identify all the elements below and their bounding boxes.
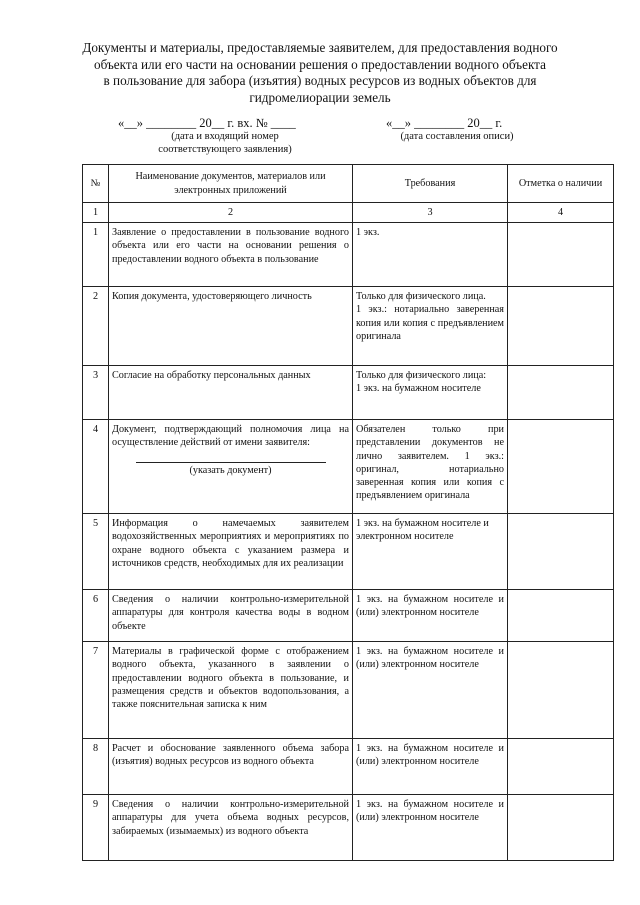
row-document-name: Информация о намечаемых заявителем водохозяйственных мероприятиях и мероприятиях по охране водного объекта с указанием размера и источников средств, необходимых для их реализации	[109, 514, 353, 590]
table-header-row	[83, 165, 614, 203]
header-availability: Отметка о наличии	[508, 165, 614, 203]
specify-document-caption: (указать документ)	[136, 462, 326, 477]
row-availability-mark[interactable]	[508, 366, 614, 420]
table-row	[83, 514, 614, 590]
row-availability-mark[interactable]	[508, 739, 614, 795]
row-number: 5	[83, 514, 109, 590]
application-date-caption: (дата и входящий номер соответствующего заявления)	[158, 131, 292, 155]
table-row	[83, 739, 614, 795]
header-name: Наименование документов, материалов или электронных приложений	[109, 165, 353, 203]
row-document-name: Сведения о наличии контрольно-измерительной аппаратуры для учета объема водных ресурсов, забираемых (изымаемых) из водного объекта	[109, 795, 353, 861]
col-number: 2	[109, 203, 353, 223]
row-number: 7	[83, 642, 109, 739]
row-document-name: Расчет и обоснование заявленного объема забора (изъятия) водных ресурсов из водного объекта	[109, 739, 353, 795]
row-document-name-text: Документ, подтверждающий полномочия лица на осуществление действий от имени заявителя:	[112, 424, 349, 449]
row-availability-mark[interactable]	[508, 590, 614, 642]
row-number: 9	[83, 795, 109, 861]
row-requirements: Только для физического лица: 1 экз. на бумажном носителе	[353, 366, 508, 420]
row-number: 4	[83, 420, 109, 514]
row-document-name: Материалы в графической форме с отображением водного объекта, указанного в заявлении о предоставлении водного объекта в пользование, и размещения средств и объектов водопользования, а также пояснительная записка к ним	[109, 642, 353, 739]
row-availability-mark[interactable]	[508, 795, 614, 861]
document-title	[60, 40, 580, 106]
row-requirements: 1 экз. на бумажном носителе и (или) электронном носителе	[353, 642, 508, 739]
row-availability-mark[interactable]	[508, 514, 614, 590]
row-requirements: 1 экз. на бумажном носителе и (или) электронном носителе	[353, 795, 508, 861]
row-requirements: 1 экз. на бумажном носителе и (или) электронном носителе	[353, 739, 508, 795]
row-document-name: Согласие на обработку персональных данных	[109, 366, 353, 420]
inventory-date-line: «__» ________ 20__ г.	[386, 116, 503, 130]
row-requirements: 1 экз.	[353, 223, 508, 287]
col-number: 1	[83, 203, 109, 223]
table-row	[83, 642, 614, 739]
row-availability-mark[interactable]	[508, 642, 614, 739]
title-line: объекта или его части на основании решения о предоставлении водного объекта	[94, 56, 546, 72]
row-document-name: Сведения о наличии контрольно-измерительной аппаратуры для контроля качества воды в водном объекте	[109, 590, 353, 642]
row-availability-mark[interactable]	[508, 287, 614, 366]
title-line: в пользование для забора (изъятия) водных ресурсов из водных объектов для	[103, 73, 537, 88]
row-availability-mark[interactable]	[508, 223, 614, 287]
title-line: гидромелиорации земель	[249, 89, 391, 105]
row-number: 3	[83, 366, 109, 420]
col-number: 4	[508, 203, 614, 223]
application-date-line: «__» ________ 20__ г. вх. № ____	[118, 116, 296, 130]
row-availability-mark[interactable]	[508, 420, 614, 514]
inventory-date-caption: (дата составления описи)	[400, 131, 514, 142]
row-number: 1	[83, 223, 109, 287]
row-document-name: Заявление о предоставлении в пользование водного объекта или его части на основании решения о предоставлении водного объекта в пользование	[109, 223, 353, 287]
documents-table	[82, 164, 614, 861]
row-requirements: 1 экз. на бумажном носителе и (или) электронном носителе	[353, 590, 508, 642]
title-line: Документы и материалы, предоставляемые заявителем, для предоставления водного	[82, 40, 558, 55]
row-requirements: Обязателен только при представлении документов не лично заявителем. 1 экз.: оригинал, нотариально заверенная копия или копия с предъявлением оригинала	[353, 420, 508, 514]
col-number: 3	[353, 203, 508, 223]
row-requirements: 1 экз. на бумажном носителе и электронном носителе	[353, 514, 508, 590]
table-row	[83, 223, 614, 287]
row-document-name: Копия документа, удостоверяющего личность	[109, 287, 353, 366]
table-row	[83, 590, 614, 642]
table-row	[83, 420, 614, 514]
row-number: 2	[83, 287, 109, 366]
row-number: 8	[83, 739, 109, 795]
header-number: №	[83, 165, 109, 203]
row-requirements: Только для физического лица. 1 экз.: нотариально заверенная копия или копия с предъявлением оригинала	[353, 287, 508, 366]
row-number: 6	[83, 590, 109, 642]
table-row	[83, 366, 614, 420]
row-document-name	[109, 420, 353, 514]
header-requirements: Требования	[353, 165, 508, 203]
table-row	[83, 795, 614, 861]
column-number-row	[83, 203, 614, 223]
table-row	[83, 287, 614, 366]
